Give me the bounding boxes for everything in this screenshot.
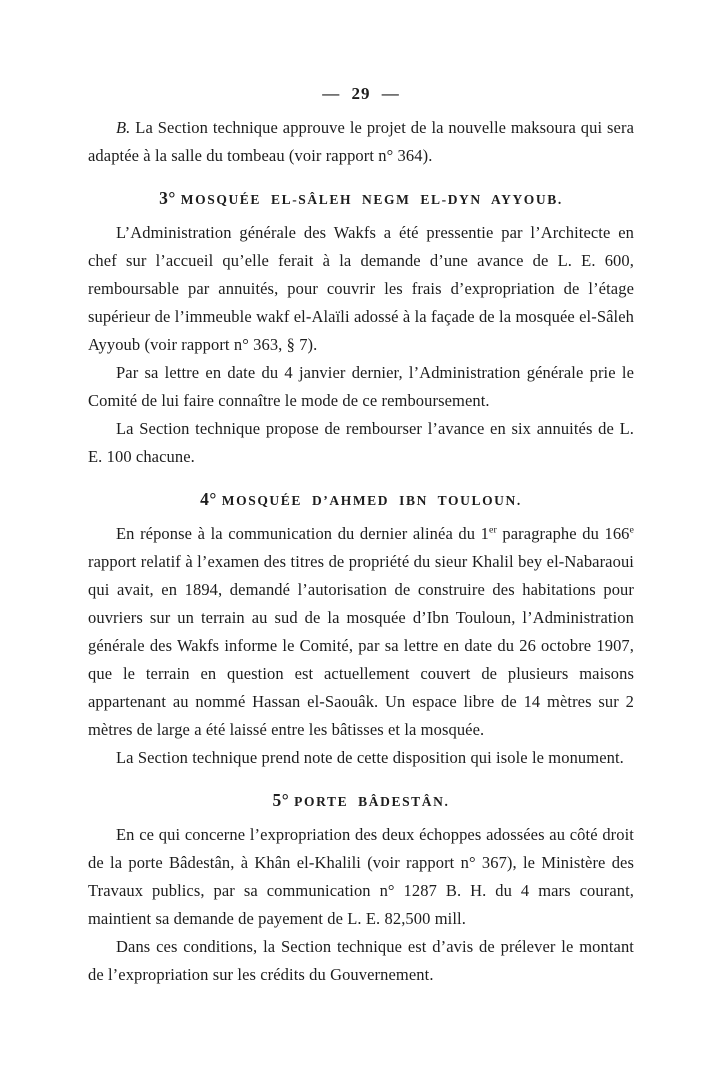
text-run: En réponse à la communication du dernier alinéa du 1 bbox=[116, 524, 489, 543]
paragraph bbox=[88, 359, 634, 415]
text-run: MOSQUÉE D’AHMED IBN TOULOUN. bbox=[221, 493, 522, 508]
text-run: paragraphe du 166 bbox=[496, 524, 630, 543]
text-run: MOSQUÉE EL-SÂLEH NEGM EL-DYN AYYOUB. bbox=[180, 192, 563, 207]
section-heading bbox=[88, 188, 634, 209]
section-heading bbox=[88, 790, 634, 811]
page-body bbox=[88, 84, 634, 989]
superscript-text-run: er bbox=[489, 524, 497, 536]
text-run: La Section technique prend note de cette disposition qui isole le monument. bbox=[116, 748, 624, 767]
text-run: 5° bbox=[272, 790, 295, 810]
page-number bbox=[88, 84, 634, 104]
paragraph bbox=[88, 744, 634, 772]
text-run: Dans ces conditions, la Section technique est d’avis de prélever le montant de l’expropriation sur les crédits du Gouvernement. bbox=[88, 937, 634, 984]
superscript-text-run: e bbox=[629, 524, 634, 536]
text-run: 3° bbox=[159, 188, 181, 208]
text-run: En ce qui concerne l’expropriation des deux échoppes adossées au côté droit de la porte Bâdestân, à Khân el-Khalili (voir rapport n° 367), le Ministère des Travaux publics, par sa communication n° 1287 B. H. du 4 mars courant, maintient sa demande de payement de L. E. 82,500 mill. bbox=[88, 825, 634, 928]
text-run: PORTE BÂDESTÂN. bbox=[294, 794, 450, 809]
text-run: L’Administration générale des Wakfs a été pressentie par l’Architecte en chef sur l’accueil qu’elle ferait à la demande d’une avance de L. E. 600, remboursable par annuités, pour couvrir les frais d’expropriation de l’étage supérieur de l’immeuble wakf el-Alaïli adossé à la façade de la mosquée el-Sâleh Ayyoub (voir rapport n° 363, § 7). bbox=[88, 223, 634, 354]
section-heading bbox=[88, 489, 634, 510]
paragraph bbox=[88, 114, 634, 170]
paragraph bbox=[88, 520, 634, 744]
paragraph bbox=[88, 821, 634, 933]
paragraph bbox=[88, 933, 634, 989]
paragraph bbox=[88, 219, 634, 359]
text-run: La Section technique approuve le projet de la nouvelle maksoura qui sera adaptée à la salle du tombeau (voir rapport n° 364). bbox=[88, 118, 634, 165]
text-run: La Section technique propose de rembourser l’avance en six annuités de L. E. 100 chacune. bbox=[88, 419, 634, 466]
text-run: B. bbox=[116, 118, 131, 137]
paragraph bbox=[88, 415, 634, 471]
text-run: Par sa lettre en date du 4 janvier dernier, l’Administration générale prie le Comité de lui faire connaître le mode de ce remboursement. bbox=[88, 363, 634, 410]
text-run: rapport relatif à l’examen des titres de propriété du sieur Khalil bey el-Nabaraoui qui avait, en 1894, demandé l’autorisation de construire des habitations pour ouvriers sur un terrain au sud de la mosquée d’Ibn Touloun, l’Administration générale des Wakfs informe le Comité, par sa lettre en date du 26 octobre 1907, que le terrain en question est actuellement couvert de plusieurs maisons appartenant au nommé Hassan el-Saouâk. Un espace libre de 14 mètres sur 2 mètres de large a été laissé entre les bâtisses et la mosquée. bbox=[88, 552, 634, 739]
text-run: — 29 — bbox=[322, 84, 400, 103]
text-run: 4° bbox=[200, 489, 222, 509]
